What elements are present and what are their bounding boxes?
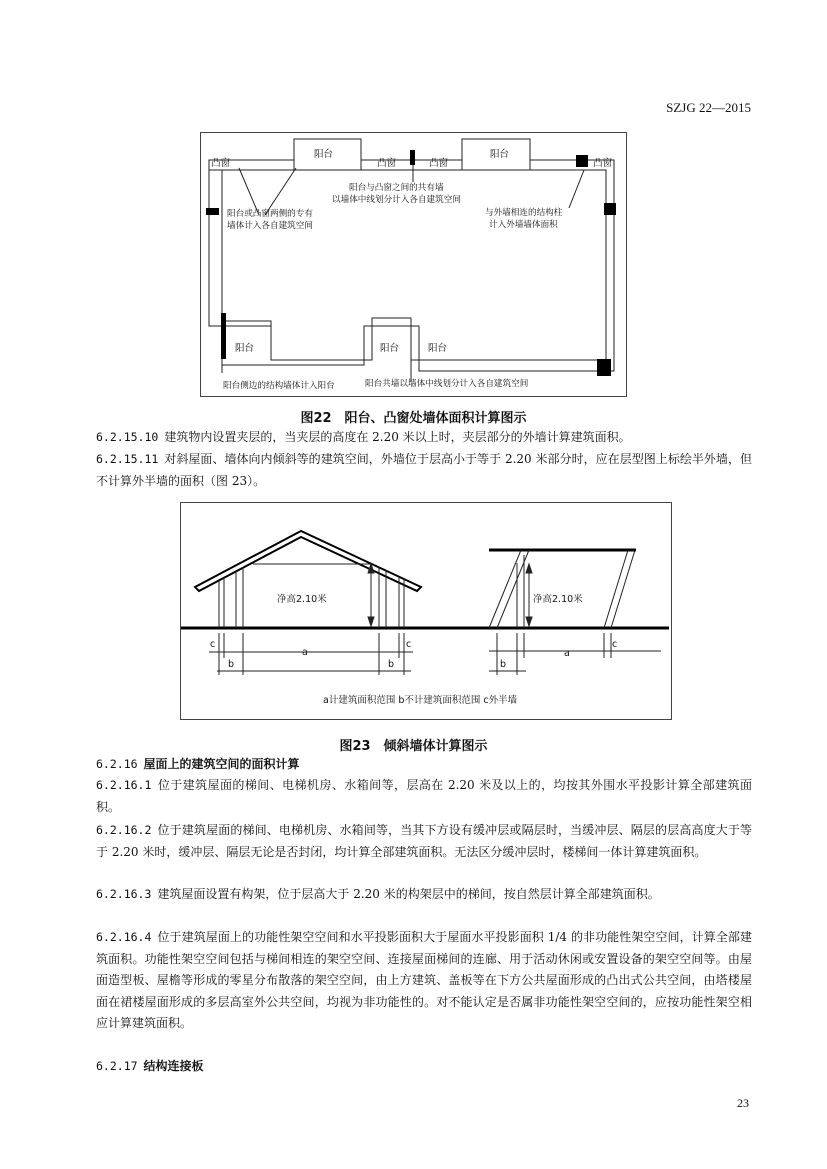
heading-6-2-17	[96, 1056, 752, 1078]
figure-22-svg	[201, 133, 626, 396]
page-number: 23	[737, 1096, 749, 1110]
paragraph-6-2-16-4	[96, 927, 752, 1035]
note-bottom-left: 阳台侧边的结构墙体计入阳台	[223, 381, 335, 391]
paragraph-6-2-16-1	[96, 775, 752, 818]
note-side-wall-2: 墙体计入各自建筑空间	[227, 221, 313, 231]
paragraph-6-2-16-2	[96, 820, 752, 863]
column-bottom-right	[597, 359, 611, 376]
dim-a-right: a	[564, 648, 570, 659]
label-bay-window-mid-2: 凸窗	[429, 158, 449, 169]
document-code: SZJG 22—2015	[666, 100, 751, 115]
label-bay-window-left: 凸窗	[211, 158, 231, 169]
clause-number: 6.2.16.4	[96, 930, 152, 944]
dim-c-right: c	[612, 639, 618, 650]
dim-c-left: c	[210, 639, 216, 650]
figure-23-svg	[181, 503, 671, 719]
figure-23-caption: 图23 倾斜墙体计算图示	[339, 739, 488, 754]
shared-wall-marker	[410, 150, 415, 165]
label-bay-window-mid-1: 凸窗	[377, 158, 397, 169]
dim-a-left: a	[302, 647, 308, 658]
figure-22-balcony-bay-window-diagram	[200, 132, 627, 397]
column-top-right	[576, 155, 588, 167]
figure-23-inclined-wall-diagram	[180, 502, 672, 720]
heading-6-2-16	[96, 754, 752, 776]
clause-text: 屋面上的建筑空间的面积计算	[143, 757, 300, 771]
figure-22-caption: 图22 阳台、凸窗处墙体面积计算图示	[300, 411, 527, 426]
clause-number: 6.2.15.11	[96, 452, 159, 466]
clause-text: 位于建筑屋面上的功能性架空空间和水平投影面积大于屋面水平投影面积 1/4 的非功能性架空空间，计算全部建筑面积。功能性架空空间包括与梯间相连的架空空间、连接屋面梯间的连廊、用于活动休闲或安置设备的架空空间等。由屋面造型板、屋檐等形成的零星分布散落的架空空间，由上方建筑、盖板等在下方公共屋面形成的凸出式公共空间，由塔楼屋面在裙楼屋面形成的多层高室外公共空间，均视为非功能性的。对不能认定是否属非功能性架空空间的，应按功能性架空相应计算建筑面积。	[96, 930, 752, 1030]
pitched-roof	[195, 531, 421, 591]
note-column-2: 计入外墙墙体面积	[489, 220, 558, 230]
dim-c-mid: c	[406, 639, 412, 650]
note-shared-wall-2: 以墙体中线划分计入各自建筑空间	[332, 195, 461, 205]
clause-text: 对斜屋面、墙体向内倾斜等的建筑空间，外墙位于层高小于等于 2.20 米部分时，应在层型图上标绘半外墙，但不计算外半墙的面积（图 23）。	[96, 452, 752, 488]
clause-number: 6.2.15.10	[96, 430, 159, 444]
clause-number: 6.2.16.1	[96, 778, 152, 792]
clause-number: 6.2.16.3	[96, 887, 152, 901]
column-right-mid	[604, 203, 616, 215]
paragraph-6-2-15-10	[96, 427, 752, 449]
clause-text: 位于建筑屋面的梯间、电梯机房、水箱间等，层高在 2.20 米及以上的，均按其外围水平投影计算全部建筑面积。	[96, 778, 752, 814]
paragraph-6-2-16-3	[96, 884, 752, 906]
clause-text: 建筑屋面设置有构架，位于层高大于 2.20 米的构架层中的梯间，按自然层计算全部建筑面积。	[157, 887, 660, 901]
note-column-1: 与外墙相连的结构柱	[485, 208, 563, 218]
note-side-wall-1: 阳台或凸窗两侧的专有	[227, 209, 313, 219]
side-wall-bottom-left	[221, 313, 226, 359]
label-clear-height-right: 净高2.10米	[533, 594, 583, 605]
label-balcony-top-1: 阳台	[314, 149, 334, 160]
label-balcony-bottom-1: 阳台	[235, 343, 255, 354]
label-balcony-bottom-3: 阳台	[428, 343, 448, 354]
clause-number: 6.2.17	[96, 1059, 138, 1073]
label-bay-window-right: 凸窗	[593, 158, 613, 169]
column-left	[206, 208, 219, 215]
note-bottom-right: 阳台共墙以墙体中线划分计入各自建筑空间	[365, 379, 529, 389]
label-clear-height-left: 净高2.10米	[277, 594, 327, 605]
clause-number: 6.2.16.2	[96, 823, 152, 837]
dim-b-left: b	[228, 659, 235, 670]
note-shared-wall-1: 阳台与凸窗之间的共有墙	[349, 183, 444, 193]
figure-23-legend: a计建筑面积范围 b不计建筑面积范围 c外半墙	[323, 695, 518, 706]
dim-b-mid: b	[388, 659, 395, 670]
clause-number: 6.2.16	[96, 757, 138, 771]
dim-b-right: b	[500, 659, 507, 670]
clause-text: 建筑物内设置夹层的，当夹层的高度在 2.20 米以上时，夹层部分的外墙计算建筑面积。	[164, 430, 631, 444]
clause-text: 位于建筑屋面的梯间、电梯机房、水箱间等，当其下方设有缓冲层或隔层时，当缓冲层、隔层的层高高度大于等于 2.20 米时，缓冲层、隔层无论是否封闭，均计算全部建筑面积。无法区分缓冲层时，楼梯间一体计算建筑面积。	[96, 823, 752, 859]
clause-text: 结构连接板	[143, 1059, 204, 1073]
label-balcony-bottom-2: 阳台	[380, 343, 400, 354]
label-balcony-top-2: 阳台	[490, 149, 510, 160]
paragraph-6-2-15-11	[96, 449, 752, 492]
